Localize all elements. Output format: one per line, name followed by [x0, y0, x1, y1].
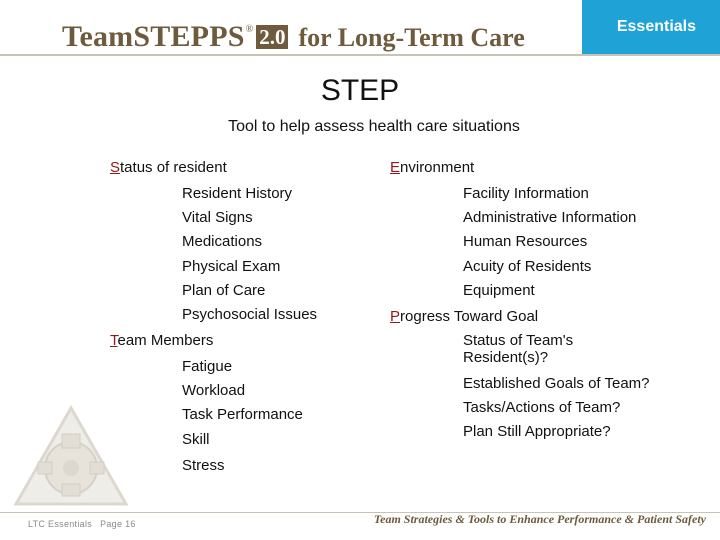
- status-item: Physical Exam: [182, 258, 281, 275]
- progress-item: Established Goals of Team?: [463, 375, 650, 392]
- environment-item: Facility Information: [463, 185, 589, 202]
- status-item: Plan of Care: [182, 282, 266, 299]
- team-initial: T: [110, 332, 118, 349]
- progress-item: Plan Still Appropriate?: [463, 423, 611, 440]
- header-divider: [0, 54, 720, 56]
- progress-item: Status of Team's Resident(s)?: [463, 332, 574, 366]
- environment-heading-rest: nvironment: [400, 159, 475, 176]
- logo-subtitle: for Long-Term Care: [298, 23, 525, 52]
- footer-tagline: Team Strategies & Tools to Enhance Performance & Patient Safety: [373, 512, 706, 526]
- slide-title: STEP: [320, 74, 400, 107]
- progress-heading-rest: rogress Toward Goal: [400, 308, 539, 325]
- status-item: Resident History: [182, 185, 293, 202]
- status-initial: S: [110, 159, 121, 176]
- footer-page-number: Page 16: [100, 519, 136, 529]
- teamstepps-triangle-emblem-icon: [12, 404, 130, 508]
- team-heading-rest: eam Members: [117, 332, 214, 349]
- status-item: Vital Signs: [182, 209, 253, 226]
- status-item: Psychosocial Issues: [182, 306, 318, 323]
- team-item: Stress: [182, 457, 225, 474]
- progress-item: Tasks/Actions of Team?: [463, 399, 621, 416]
- environment-heading: [390, 159, 474, 176]
- footer-left: [28, 519, 144, 529]
- environment-item: Administrative Information: [463, 209, 637, 226]
- essentials-tab: Essentials: [582, 0, 720, 54]
- environment-item: Human Resources: [463, 233, 588, 250]
- environment-initial: E: [390, 159, 401, 176]
- progress-initial: P: [390, 308, 401, 325]
- team-item: Fatigue: [182, 358, 233, 375]
- logo-main-text: TeamSTEPPS: [62, 20, 245, 53]
- logo-registered-mark: ®: [245, 24, 254, 35]
- teamstepps-logo: [62, 20, 525, 56]
- status-heading-rest: tatus of resident: [120, 159, 227, 176]
- team-item: Task Performance: [182, 406, 303, 423]
- status-heading: [110, 159, 227, 176]
- team-item: Skill: [182, 431, 210, 448]
- logo-version-badge: 2.0: [256, 25, 288, 49]
- status-item: Medications: [182, 233, 263, 250]
- environment-item: Equipment: [463, 282, 535, 299]
- slide-subtitle: Tool to help assess health care situations: [228, 118, 520, 135]
- slide-header: [0, 0, 720, 70]
- progress-heading: [390, 308, 538, 325]
- footer-course-label: LTC Essentials: [28, 519, 93, 529]
- team-heading: [110, 332, 213, 349]
- environment-item: Acuity of Residents: [463, 258, 592, 275]
- team-item: Workload: [182, 382, 246, 399]
